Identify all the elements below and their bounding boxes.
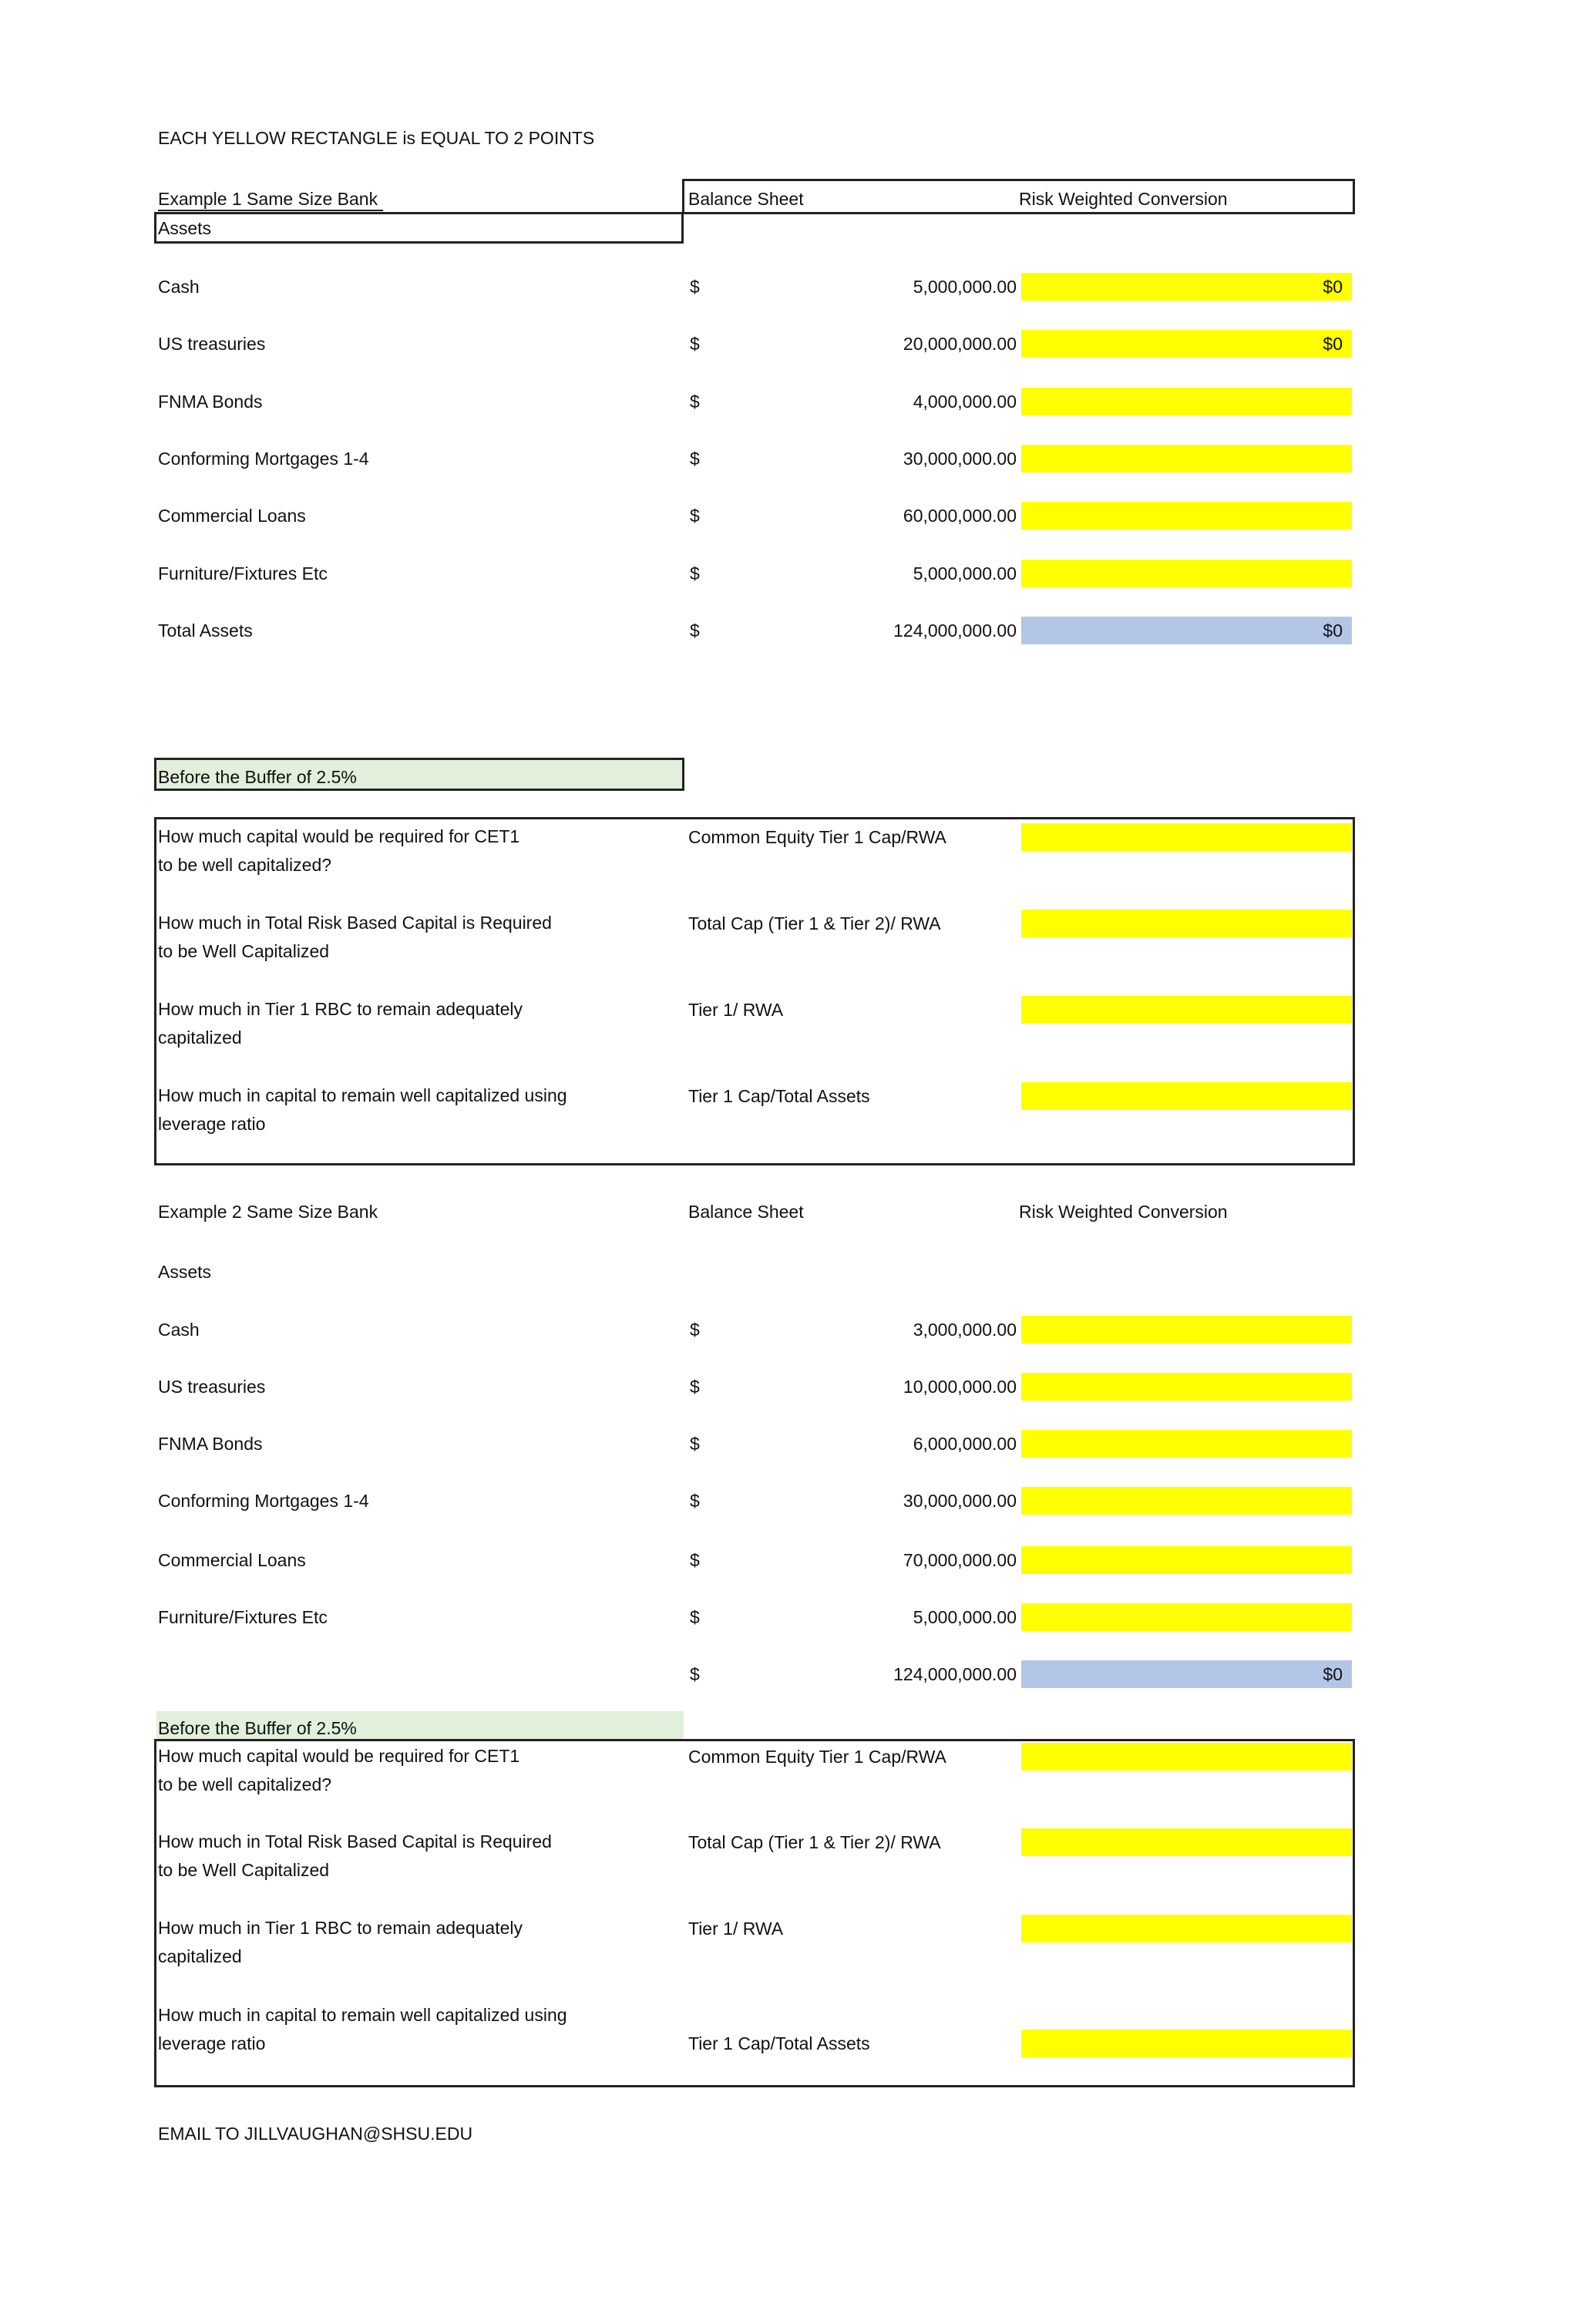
example1-buffer-label: Before the Buffer of 2.5% xyxy=(158,767,357,787)
question-line-2: to be well capitalized? xyxy=(158,1774,332,1794)
currency-symbol: $ xyxy=(690,392,700,412)
currency-symbol: $ xyxy=(690,1377,700,1397)
currency-symbol: $ xyxy=(690,1607,700,1627)
answer-input[interactable] xyxy=(1021,1082,1352,1110)
total-amount: 124,000,000.00 xyxy=(893,1664,1017,1684)
balance-amount: 10,000,000.00 xyxy=(903,1377,1017,1397)
risk-weighted-input[interactable] xyxy=(1021,330,1352,358)
currency-symbol: $ xyxy=(690,506,700,526)
example2-buffer-label: Before the Buffer of 2.5% xyxy=(158,1718,357,1738)
row-label: US treasuries xyxy=(158,334,266,354)
balance-amount: 3,000,000.00 xyxy=(913,1320,1017,1340)
row-label: Cash xyxy=(158,1320,200,1340)
ratio-label: Tier 1/ RWA xyxy=(688,1919,784,1939)
row-label: Cash xyxy=(158,277,200,297)
example2-title: Example 2 Same Size Bank xyxy=(158,1202,378,1222)
question-line-1: How much in capital to remain well capitalized using xyxy=(158,1085,567,1105)
balance-amount: 5,000,000.00 xyxy=(913,277,1017,297)
total-label: Total Assets xyxy=(158,621,253,641)
example1-questions-box xyxy=(154,817,1355,1165)
total-risk-weighted-value: $0 xyxy=(1323,621,1343,641)
currency-symbol: $ xyxy=(690,1320,700,1340)
balance-amount: 5,000,000.00 xyxy=(913,1607,1017,1627)
balance-amount: 6,000,000.00 xyxy=(913,1434,1017,1454)
currency-symbol: $ xyxy=(690,563,700,584)
answer-input[interactable] xyxy=(1021,1743,1352,1771)
question-line-2: to be Well Capitalized xyxy=(158,1860,330,1880)
answer-input[interactable] xyxy=(1021,910,1352,937)
ratio-label: Common Equity Tier 1 Cap/RWA xyxy=(688,1747,946,1767)
currency-symbol: $ xyxy=(690,1434,700,1454)
row-label: Commercial Loans xyxy=(158,506,306,526)
currency-symbol: $ xyxy=(690,1491,700,1511)
risk-weighted-input[interactable] xyxy=(1021,273,1352,301)
risk-weighted-input[interactable] xyxy=(1021,1373,1352,1401)
question-line-2: leverage ratio xyxy=(158,1114,266,1134)
answer-input[interactable] xyxy=(1021,996,1352,1024)
currency-symbol: $ xyxy=(690,334,700,354)
question-line-2: capitalized xyxy=(158,1027,242,1048)
risk-weighted-input[interactable] xyxy=(1021,388,1352,415)
risk-weighted-input[interactable] xyxy=(1021,560,1352,587)
balance-amount: 60,000,000.00 xyxy=(903,506,1017,526)
example2-col-risk: Risk Weighted Conversion xyxy=(1019,1202,1228,1222)
question-line-1: How much in capital to remain well capitalized using xyxy=(158,2005,567,2025)
risk-weighted-input[interactable] xyxy=(1021,502,1352,530)
example2-assets-label: Assets xyxy=(158,1262,212,1282)
example1-col-balance: Balance Sheet xyxy=(688,189,804,209)
risk-weighted-input[interactable] xyxy=(1021,1487,1352,1515)
question-line-1: How much in Total Risk Based Capital is Required xyxy=(158,1831,552,1851)
ratio-label: Common Equity Tier 1 Cap/RWA xyxy=(688,827,946,847)
currency-symbol: $ xyxy=(690,277,700,297)
currency-symbol: $ xyxy=(690,449,700,469)
row-label: Furniture/Fixtures Etc xyxy=(158,1607,328,1627)
row-label: US treasuries xyxy=(158,1377,266,1397)
example1-col-risk: Risk Weighted Conversion xyxy=(1019,189,1228,209)
row-label: Commercial Loans xyxy=(158,1550,306,1570)
ratio-label: Tier 1 Cap/Total Assets xyxy=(688,2033,870,2053)
example2-col-balance: Balance Sheet xyxy=(688,1202,804,1222)
answer-input[interactable] xyxy=(1021,823,1352,851)
total-risk-weighted-value: $0 xyxy=(1323,1664,1343,1684)
risk-weighted-input[interactable] xyxy=(1021,1316,1352,1344)
header-note: EACH YELLOW RECTANGLE is EQUAL TO 2 POINTS xyxy=(158,128,595,148)
answer-input[interactable] xyxy=(1021,1828,1352,1856)
balance-amount: 5,000,000.00 xyxy=(913,563,1017,584)
example1-title: Example 1 Same Size Bank xyxy=(158,189,378,209)
currency-symbol: $ xyxy=(690,621,700,641)
ratio-label: Tier 1 Cap/Total Assets xyxy=(688,1086,870,1106)
ratio-label: Total Cap (Tier 1 & Tier 2)/ RWA xyxy=(688,1832,941,1852)
row-label: FNMA Bonds xyxy=(158,1434,263,1454)
title-underline xyxy=(158,210,383,211)
question-line-2: capitalized xyxy=(158,1946,242,1966)
risk-weighted-input[interactable] xyxy=(1021,1546,1352,1574)
ratio-label: Total Cap (Tier 1 & Tier 2)/ RWA xyxy=(688,913,941,933)
question-line-2: leverage ratio xyxy=(158,2033,266,2053)
question-line-1: How much capital would be required for CET1 xyxy=(158,1746,520,1766)
question-line-1: How much in Tier 1 RBC to remain adequately xyxy=(158,1918,523,1938)
balance-amount: 30,000,000.00 xyxy=(903,449,1017,469)
ratio-label: Tier 1/ RWA xyxy=(688,1000,784,1020)
assets-header-box xyxy=(154,212,684,244)
balance-amount: 30,000,000.00 xyxy=(903,1491,1017,1511)
answer-input[interactable] xyxy=(1021,1915,1352,1942)
currency-symbol: $ xyxy=(690,1550,700,1570)
answer-input[interactable] xyxy=(1021,2030,1352,2057)
risk-weighted-input[interactable] xyxy=(1021,1603,1352,1631)
question-line-1: How much in Total Risk Based Capital is Required xyxy=(158,913,552,933)
question-line-2: to be well capitalized? xyxy=(158,855,332,875)
risk-weighted-value: $0 xyxy=(1323,277,1343,297)
example1-assets-label: Assets xyxy=(158,218,212,238)
currency-symbol: $ xyxy=(690,1664,700,1684)
question-line-1: How much in Tier 1 RBC to remain adequately xyxy=(158,999,523,1019)
balance-amount: 20,000,000.00 xyxy=(903,334,1017,354)
risk-weighted-input[interactable] xyxy=(1021,445,1352,473)
row-label: Conforming Mortgages 1-4 xyxy=(158,449,369,469)
total-amount: 124,000,000.00 xyxy=(893,621,1017,641)
row-label: Furniture/Fixtures Etc xyxy=(158,563,328,584)
risk-weighted-value: $0 xyxy=(1323,334,1343,354)
question-line-1: How much capital would be required for CET1 xyxy=(158,826,520,846)
question-line-2: to be Well Capitalized xyxy=(158,941,330,961)
risk-weighted-input[interactable] xyxy=(1021,1430,1352,1458)
balance-amount: 70,000,000.00 xyxy=(903,1550,1017,1570)
total-risk-weighted-cell xyxy=(1021,1660,1352,1688)
total-risk-weighted-cell xyxy=(1021,617,1352,644)
balance-amount: 4,000,000.00 xyxy=(913,392,1017,412)
row-label: FNMA Bonds xyxy=(158,392,263,412)
footer-email-note: EMAIL TO JILLVAUGHAN@SHSU.EDU xyxy=(158,2124,473,2144)
row-label: Conforming Mortgages 1-4 xyxy=(158,1491,369,1511)
